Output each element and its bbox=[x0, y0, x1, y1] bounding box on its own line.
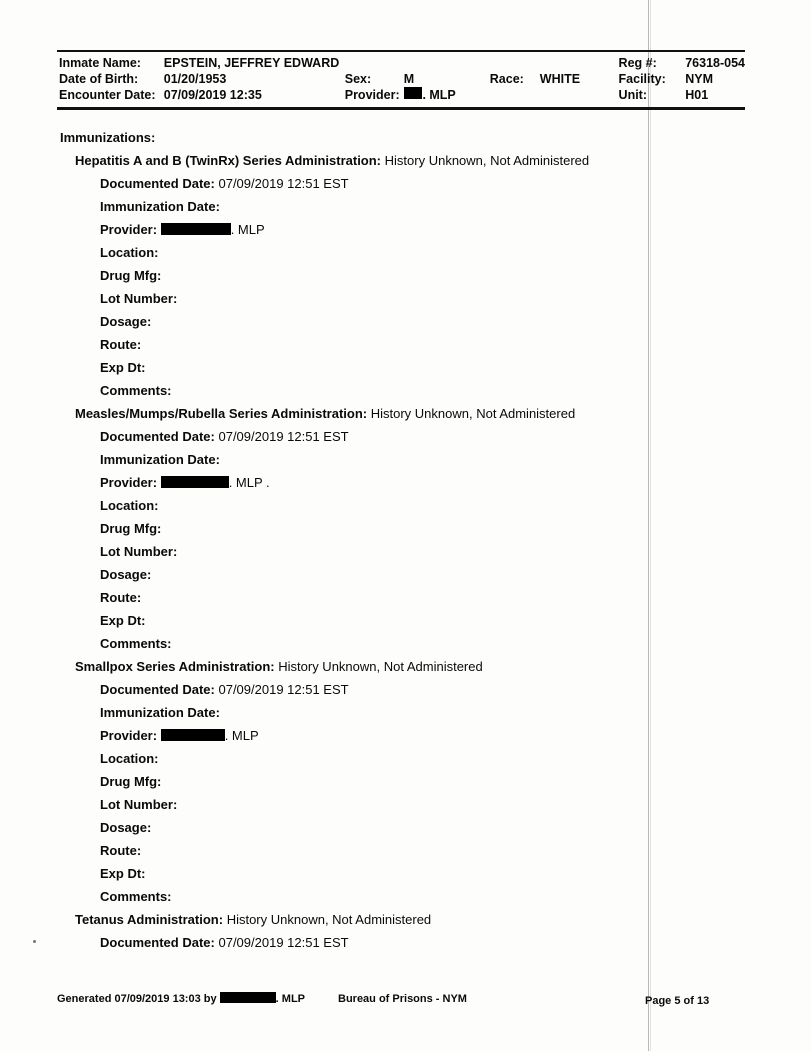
field-value: 07/09/2019 12:51 EST bbox=[218, 935, 349, 950]
field-row bbox=[0, 448, 811, 471]
footer-generated-prefix: Generated 07/09/2019 13:03 by bbox=[57, 993, 217, 1005]
field-row bbox=[0, 471, 811, 494]
field-value: . MLP bbox=[230, 222, 265, 237]
field-row bbox=[0, 494, 811, 517]
field-label: Documented Date: bbox=[100, 176, 215, 191]
entry-title: Measles/Mumps/Rubella Series Administration: bbox=[75, 406, 368, 421]
unit-label: Unit: bbox=[618, 88, 648, 102]
field-label: Route: bbox=[100, 590, 142, 605]
sex-label: Sex: bbox=[344, 72, 372, 86]
footer-generated bbox=[57, 992, 305, 1005]
field-label: Dosage: bbox=[100, 820, 152, 835]
field-label: Route: bbox=[100, 337, 142, 352]
field-row bbox=[0, 678, 811, 701]
header-bottom-rule bbox=[57, 107, 745, 110]
field-row bbox=[0, 586, 811, 609]
field-row bbox=[0, 747, 811, 770]
encounter-date-value: 07/09/2019 12:35 bbox=[163, 88, 262, 102]
footer-page-number: Page 5 of 13 bbox=[645, 995, 710, 1007]
field-label: Location: bbox=[100, 751, 159, 766]
field-label: Immunization Date: bbox=[100, 705, 220, 720]
dob-label: Date of Birth: bbox=[59, 72, 139, 86]
unit-value: H01 bbox=[685, 88, 709, 102]
field-row bbox=[0, 885, 811, 908]
field-label: Drug Mfg: bbox=[100, 774, 162, 789]
reg-number-value: 76318-054 bbox=[685, 56, 745, 70]
field-label: Route: bbox=[100, 843, 142, 858]
entry-status: History Unknown, Not Administered bbox=[278, 659, 483, 674]
race-value: WHITE bbox=[539, 72, 581, 86]
field-label: Comments: bbox=[100, 383, 172, 398]
field-value: . MLP bbox=[224, 728, 259, 743]
patient-header bbox=[57, 50, 745, 110]
facility-label: Facility: bbox=[618, 72, 666, 86]
field-row bbox=[0, 195, 811, 218]
entry-status: History Unknown, Not Administered bbox=[384, 153, 590, 168]
entry-title-row bbox=[0, 402, 811, 425]
field-label: Location: bbox=[100, 498, 159, 513]
entry-title: Smallpox Series Administration: bbox=[75, 659, 275, 674]
field-label: Exp Dt: bbox=[100, 360, 146, 375]
entry-status: History Unknown, Not Administered bbox=[370, 406, 576, 421]
field-label: Documented Date: bbox=[100, 682, 215, 697]
field-row bbox=[0, 310, 811, 333]
field-value: 07/09/2019 12:51 EST bbox=[218, 429, 349, 444]
field-row bbox=[0, 379, 811, 402]
field-label: Lot Number: bbox=[100, 797, 178, 812]
field-label: Provider: bbox=[100, 222, 158, 237]
field-label: Documented Date: bbox=[100, 429, 215, 444]
header-labels-left bbox=[59, 55, 164, 103]
field-label: Lot Number: bbox=[100, 544, 178, 559]
field-label: Provider: bbox=[100, 475, 158, 490]
field-row bbox=[0, 816, 811, 839]
field-row bbox=[0, 517, 811, 540]
redaction-block bbox=[161, 729, 225, 741]
header-values-middle bbox=[404, 55, 456, 103]
entry-title-row bbox=[0, 149, 811, 172]
field-row bbox=[0, 172, 811, 195]
header-labels-middle bbox=[345, 55, 404, 103]
field-row bbox=[0, 333, 811, 356]
footer-agency: Bureau of Prisons - NYM bbox=[338, 993, 467, 1005]
redaction-block bbox=[161, 223, 231, 235]
facility-value: NYM bbox=[685, 72, 713, 86]
field-row bbox=[0, 632, 811, 655]
entry-title-row bbox=[0, 655, 811, 678]
document-body bbox=[0, 126, 811, 954]
field-row bbox=[0, 241, 811, 264]
field-row bbox=[0, 563, 811, 586]
field-row bbox=[0, 264, 811, 287]
field-row bbox=[0, 931, 811, 954]
encounter-date-label: Encounter Date: bbox=[59, 88, 156, 102]
field-label: Exp Dt: bbox=[100, 613, 146, 628]
field-label: Documented Date: bbox=[100, 935, 215, 950]
entry-title-row bbox=[0, 908, 811, 931]
redaction-block bbox=[161, 476, 229, 488]
sex-value: M bbox=[403, 72, 415, 86]
field-row bbox=[0, 793, 811, 816]
provider-label: Provider: bbox=[344, 88, 400, 102]
header-labels-right bbox=[619, 55, 686, 103]
reg-number-label: Reg #: bbox=[618, 56, 657, 70]
field-label: Comments: bbox=[100, 889, 172, 904]
redaction-block-provider-header bbox=[404, 87, 423, 99]
header-race-value-col bbox=[516, 55, 581, 103]
field-row bbox=[0, 701, 811, 724]
field-value: 07/09/2019 12:51 EST bbox=[218, 682, 349, 697]
header-race-label-col bbox=[456, 55, 524, 103]
field-label: Comments: bbox=[100, 636, 172, 651]
field-label: Location: bbox=[100, 245, 159, 260]
field-row bbox=[0, 540, 811, 563]
footer-generated-suffix: . MLP bbox=[275, 993, 306, 1005]
field-row bbox=[0, 839, 811, 862]
field-row bbox=[0, 862, 811, 885]
header-values-right bbox=[685, 55, 745, 103]
field-label: Dosage: bbox=[100, 567, 152, 582]
field-row bbox=[0, 609, 811, 632]
field-row bbox=[0, 724, 811, 747]
field-row bbox=[0, 356, 811, 379]
field-label: Dosage: bbox=[100, 314, 152, 329]
dob-value: 01/20/1953 bbox=[163, 72, 227, 86]
field-row bbox=[0, 287, 811, 310]
field-label: Immunization Date: bbox=[100, 199, 220, 214]
field-row bbox=[0, 218, 811, 241]
field-label: Lot Number: bbox=[100, 291, 178, 306]
field-label: Provider: bbox=[100, 728, 158, 743]
entry-title: Hepatitis A and B (TwinRx) Series Administration: bbox=[75, 153, 382, 168]
field-label: Drug Mfg: bbox=[100, 268, 162, 283]
field-label: Drug Mfg: bbox=[100, 521, 162, 536]
field-label: Exp Dt: bbox=[100, 866, 146, 881]
field-value: 07/09/2019 12:51 EST bbox=[218, 176, 349, 191]
inmate-name-label: Inmate Name: bbox=[59, 56, 141, 70]
section-heading-immunizations: Immunizations: bbox=[60, 130, 156, 145]
entry-status: History Unknown, Not Administered bbox=[226, 912, 432, 927]
provider-value: . MLP bbox=[422, 88, 456, 102]
inmate-name-value: EPSTEIN, JEFFREY EDWARD bbox=[163, 56, 340, 70]
field-row bbox=[0, 425, 811, 448]
race-label: Race: bbox=[489, 72, 524, 86]
field-value: . MLP . bbox=[228, 475, 270, 490]
header-values-left bbox=[164, 55, 345, 103]
field-row bbox=[0, 770, 811, 793]
entry-title: Tetanus Administration: bbox=[75, 912, 224, 927]
field-label: Immunization Date: bbox=[100, 452, 220, 467]
redaction-block-footer bbox=[220, 992, 276, 1003]
